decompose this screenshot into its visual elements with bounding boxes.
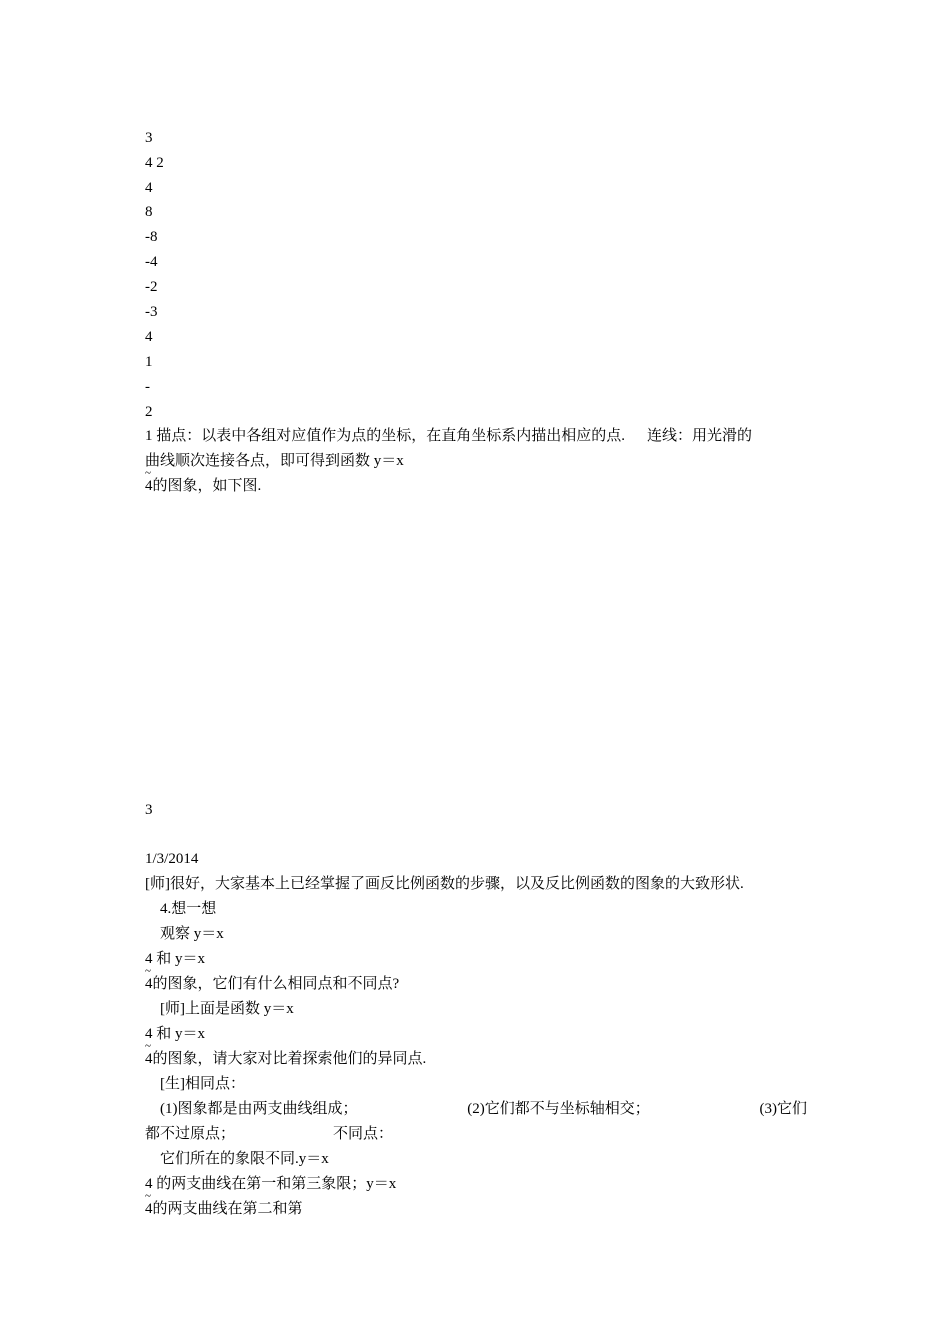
common-point-2: (2)它们都不与坐标轴相交；: [467, 1101, 650, 1117]
table-value: 2: [145, 404, 153, 420]
common-point-3-cont: [145, 1125, 393, 1143]
differences-heading: 不同点：: [333, 1126, 394, 1142]
negative-numerator: ~ 4: [145, 975, 153, 993]
plot-step-line-2: 曲线顺次连接各点，即可得到函数 y＝x: [145, 453, 404, 469]
difference-text: 的两支曲线在第二和第: [152, 1201, 303, 1217]
difference-line: [145, 1200, 303, 1218]
explore-line: [145, 1050, 426, 1068]
negative-numerator: ~ 4: [145, 477, 153, 495]
table-value: -8: [145, 229, 158, 245]
question-line: [145, 975, 399, 993]
table-value: 3: [145, 130, 153, 146]
table-value: 8: [145, 204, 153, 220]
negative-numerator: ~ 4: [145, 1200, 153, 1218]
table-value: 1: [145, 354, 153, 370]
difference-line: 4 的两支曲线在第一和第三象限；y＝x: [145, 1176, 397, 1192]
date: 1/3/2014: [145, 851, 199, 867]
student-answer: [生]相同点：: [160, 1076, 245, 1092]
table-value: -4: [145, 254, 158, 270]
common-point-1: (1)图象都是由两支曲线组成；: [160, 1101, 358, 1117]
section-heading: 4.想一想: [160, 901, 217, 917]
teacher-remark: [师]很好，大家基本上已经掌握了画反比例函数的步骤，以及反比例函数的图象的大致形状.: [145, 876, 744, 892]
connect-step-text: 连线：用光滑的: [647, 428, 753, 444]
common-points: [160, 1100, 807, 1118]
no-origin-text: 都不过原点；: [145, 1126, 236, 1142]
table-value: 4: [145, 180, 153, 196]
table-value: -3: [145, 304, 158, 320]
and-line: 4 和 y＝x: [145, 1026, 206, 1042]
table-value: 4: [145, 329, 153, 345]
teacher-remark: [师]上面是函数 y＝x: [160, 1001, 294, 1017]
explore-text: 的图象，请大家对比着探索他们的异同点.: [152, 1051, 427, 1067]
figure-number: 3: [145, 802, 153, 818]
plot-step-line-3: [145, 477, 261, 495]
common-point-3: (3)它们: [759, 1101, 807, 1117]
negative-numerator: ~ 4: [145, 1050, 153, 1068]
plot-step-line-1: [145, 427, 752, 445]
and-line: 4 和 y＝x: [145, 951, 206, 967]
table-value: 4 2: [145, 155, 164, 171]
question-text: 的图象，它们有什么相同点和不同点?: [152, 976, 400, 992]
observe-line: 观察 y＝x: [160, 926, 224, 942]
difference-line: 它们所在的象限不同.y＝x: [160, 1151, 329, 1167]
plot-step-text: 1 描点：以表中各组对应值作为点的坐标，在直角坐标系内描出相应的点.: [145, 428, 626, 444]
table-value: -2: [145, 279, 158, 295]
table-value: -: [145, 379, 150, 395]
plot-step-text: 的图象，如下图.: [152, 478, 262, 494]
